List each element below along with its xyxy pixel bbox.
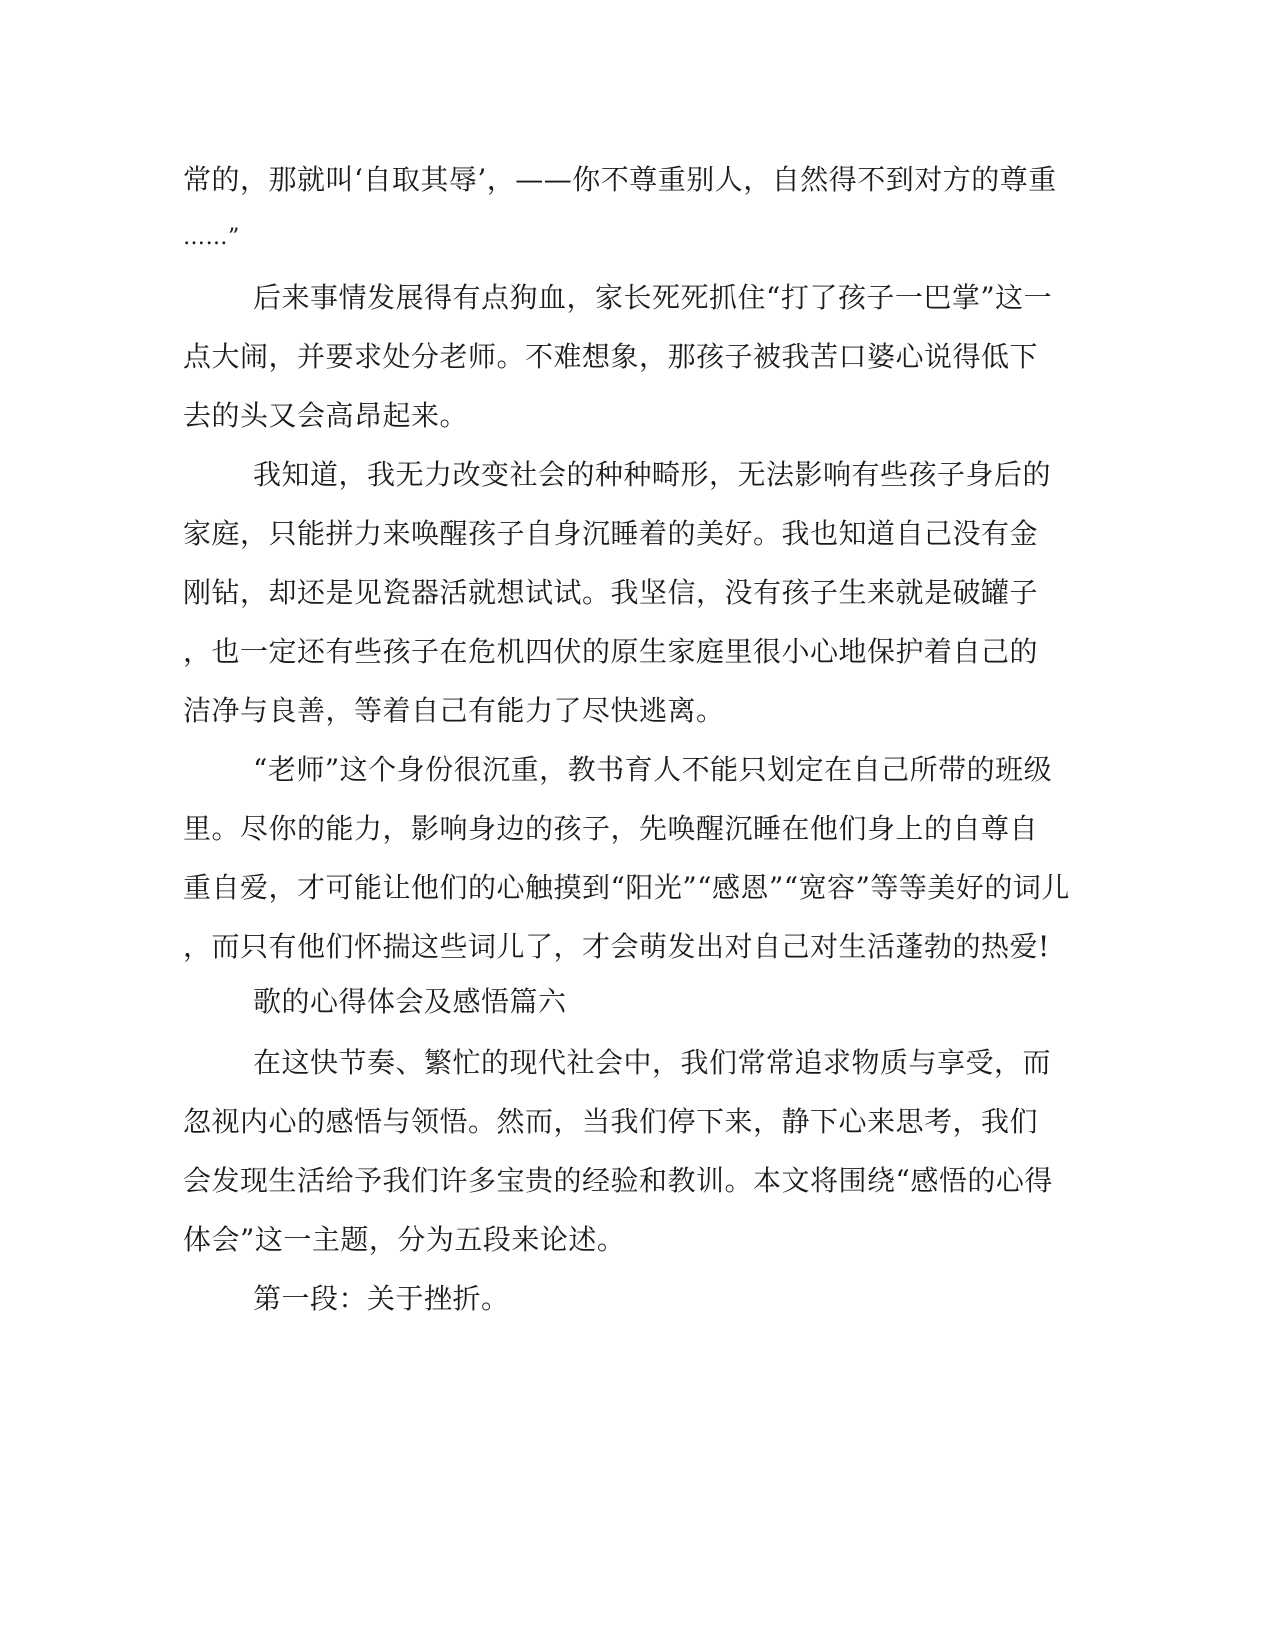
paragraph-first-line: 第一段：关于挫折。 — [253, 1282, 510, 1315]
text-line: 里。尽你的能力，影响身边的孩子，先唤醒沉睡在他们身上的自尊自 — [183, 812, 1039, 845]
text-line: 体会”这一主题，分为五段来论述。 — [183, 1223, 626, 1256]
paragraph-first-line: 在这快节奏、繁忙的现代社会中，我们常常追求物质与享受，而 — [253, 1046, 1052, 1079]
text-line: 会发现生活给予我们许多宝贵的经验和教训。本文将围绕“感悟的心得 — [183, 1164, 1053, 1197]
text-line: 忽视内心的感悟与领悟。然而，当我们停下来，静下心来思考，我们 — [183, 1105, 1039, 1138]
text-line: ，也一定还有些孩子在危机四伏的原生家庭里很小心地保护着自己的 — [183, 635, 1039, 668]
text-line: 刚钻，却还是见瓷器活就想试试。我坚信，没有孩子生来就是破罐子 — [183, 576, 1039, 609]
text-line: 重自爱，才可能让他们的心触摸到“阳光”“感恩”“宽容”等等美好的词儿 — [183, 871, 1070, 904]
text-line: 点大闹，并要求处分老师。不难想象，那孩子被我苦口婆心说得低下 — [183, 340, 1039, 373]
text-line: 家庭，只能拼力来唤醒孩子自身沉睡着的美好。我也知道自己没有金 — [183, 517, 1039, 550]
text-line: ……” — [183, 225, 240, 250]
paragraph-first-line: “老师”这个身份很沉重，教书育人不能只划定在自己所带的班级 — [253, 753, 1053, 786]
text-line: 洁净与良善，等着自己有能力了尽快逃离。 — [183, 694, 725, 727]
text-line: 常的，那就叫‘自取其辱’，——你不尊重别人，自然得不到对方的尊重 — [183, 163, 1057, 196]
paragraph-first-line: 我知道，我无力改变社会的种种畸形，无法影响有些孩子身后的 — [253, 458, 1052, 491]
text-line: ，而只有他们怀揣这些词儿了，才会萌发出对自己对生活蓬勃的热爱! — [183, 930, 1050, 963]
paragraph-first-line: 后来事情发展得有点狗血，家长死死抓住“打了孩子一巴掌”这一 — [253, 281, 1053, 314]
section-heading: 歌的心得体会及感悟篇六 — [253, 985, 567, 1018]
text-line: 去的头又会高昂起来。 — [183, 399, 469, 432]
